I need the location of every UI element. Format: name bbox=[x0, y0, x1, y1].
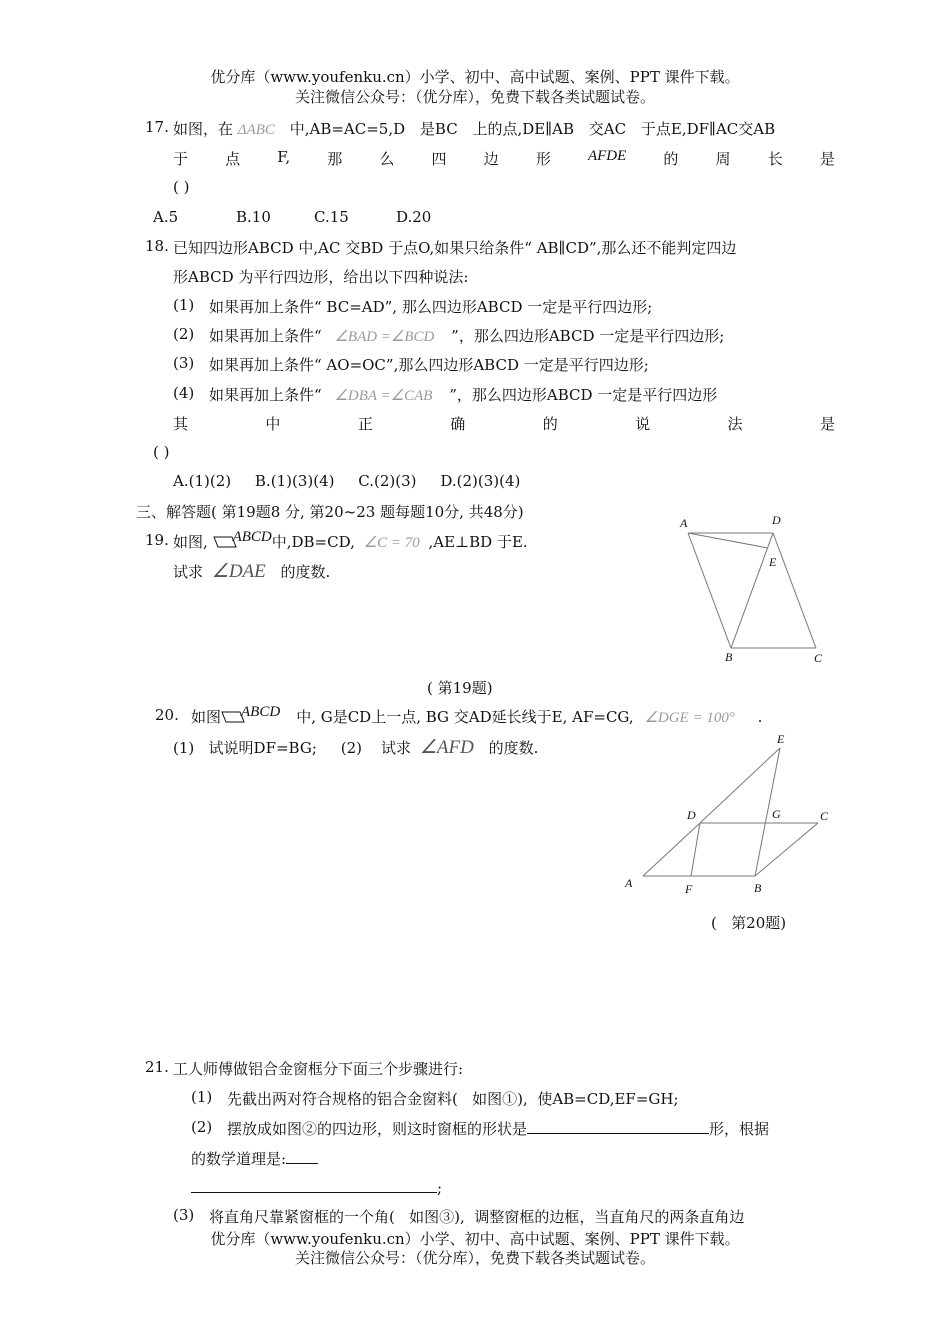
q18-item-4-text bbox=[209, 384, 717, 405]
q21-step-2-a: 摆放成如图②的四边形，则这时窗框的形状是 bbox=[227, 1120, 528, 1138]
q19-figure-lines bbox=[688, 533, 816, 648]
q19-text-b: 中,DB=CD, bbox=[271, 533, 355, 551]
q18-line-1: 已知四边形ABCD 中,AC 交BD 于点O,如果只给条件“ AB∥CD”,那么还不能判定四边 bbox=[173, 239, 737, 257]
q19-line-1 bbox=[173, 531, 528, 552]
q17-word: 点 bbox=[225, 150, 241, 168]
q20-text-c: . bbox=[757, 708, 763, 726]
q18-word: 说 bbox=[635, 415, 651, 433]
q20-l2-angle: ∠AFD bbox=[419, 737, 474, 758]
q18-word: 中 bbox=[265, 415, 281, 433]
q20-label-d: D bbox=[687, 808, 696, 822]
q19-l2-angle: ∠DAE bbox=[211, 561, 266, 582]
q17-option-a: A.5 bbox=[153, 208, 179, 226]
q17-word: 形 bbox=[535, 150, 551, 168]
q21-answer-blank-3[interactable] bbox=[191, 1177, 437, 1193]
q21-step-2-b: 形，根据 bbox=[709, 1120, 770, 1138]
q18-item-3-text: 如果再加上条件“ AO=OC”,那么四边形ABCD 一定是平行四边形; bbox=[209, 356, 649, 374]
q18-item-2-text bbox=[209, 325, 724, 346]
q18-item-4-a: 如果再加上条件“ bbox=[209, 386, 322, 404]
q18-item-4-number: (4) bbox=[173, 384, 195, 402]
q21-step-1-text: 先截出两对符合规格的铝合金窗料( 如图①), 使AB=CD,EF=GH; bbox=[227, 1090, 679, 1108]
q17-paren: ( ) bbox=[173, 178, 190, 196]
header-line-2: 关注微信公众号：（优分库），免费下载各类试题试卷。 bbox=[294, 88, 655, 106]
q17-triangle: ΔABC bbox=[237, 122, 275, 138]
q17-word: AFDE bbox=[587, 148, 627, 164]
q21-step-2-c: 的数学道理是: bbox=[191, 1150, 287, 1168]
q20-text-a: 如图 bbox=[191, 708, 222, 726]
q19-label-d: D bbox=[772, 513, 781, 527]
q19-label-c: C bbox=[814, 651, 823, 665]
q18-number: 18. bbox=[145, 237, 169, 255]
q21-step-2-d: ; bbox=[437, 1179, 443, 1197]
q17-word: 那 bbox=[327, 150, 343, 168]
q18-item-2-b: ”，那么四边形ABCD 一定是平行四边形; bbox=[451, 327, 725, 345]
q17-option-d: D.20 bbox=[396, 208, 432, 226]
q17-option-b: B.10 bbox=[236, 208, 271, 226]
q17-text-b: 中,AB=AC=5,D bbox=[289, 120, 406, 138]
q20-figure-lines bbox=[643, 748, 818, 876]
q18-word: 是 bbox=[819, 415, 835, 433]
q18-item-3-number: (3) bbox=[173, 354, 195, 372]
q20-number: 20. bbox=[155, 706, 179, 724]
footer-line-2: 关注微信公众号：（优分库），免费下载各类试题试卷。 bbox=[294, 1249, 655, 1267]
q21-step-1-number: (1) bbox=[191, 1088, 213, 1106]
q18-item-4-b: ”，那么四边形ABCD 一定是平行四边形 bbox=[449, 386, 718, 404]
q20-figure bbox=[615, 728, 835, 903]
q18-word: 法 bbox=[727, 415, 743, 433]
q20-l2-b: 的度数. bbox=[488, 739, 539, 757]
q21-line-1: 工人师傅做铝合金窗框分下面三个步骤进行: bbox=[173, 1060, 464, 1078]
q19-label-e: E bbox=[769, 555, 777, 569]
q17-word: 四 bbox=[431, 150, 447, 168]
q21-answer-blank-2[interactable] bbox=[286, 1148, 318, 1164]
q21-step-3-number: (3) bbox=[173, 1206, 195, 1224]
q21-step-2-number: (2) bbox=[191, 1118, 213, 1136]
q20-parallelogram-name: ABCD bbox=[241, 704, 281, 720]
q20-caption: ( 第20题) bbox=[711, 914, 787, 932]
q18-item-1-text: 如果再加上条件“ BC=AD”, 那么四边形ABCD 一定是平行四边形; bbox=[209, 298, 653, 316]
q17-option-c: C.15 bbox=[314, 208, 349, 226]
q18-item-2-number: (2) bbox=[173, 325, 195, 343]
q19-text-c: ,AE⊥BD 于E. bbox=[428, 533, 528, 551]
q18-word: 其 bbox=[173, 415, 189, 433]
q20-l2-a: (1) 试说明DF=BG; (2) 试求 bbox=[173, 739, 412, 757]
q18-word: 确 bbox=[450, 415, 466, 433]
q19-angle: ∠C = 70 bbox=[363, 535, 420, 551]
q17-word: 的 bbox=[663, 150, 679, 168]
q19-label-b: B bbox=[725, 650, 733, 664]
q17-text-d: 上的点,DE∥AB bbox=[472, 120, 575, 138]
q20-label-f: F bbox=[685, 882, 693, 896]
q18-item-1-number: (1) bbox=[173, 296, 195, 314]
q20-label-a: A bbox=[625, 876, 633, 890]
q18-line-7 bbox=[173, 413, 835, 434]
q17-line-1 bbox=[173, 118, 775, 139]
q20-text-b: 中, G是CD上一点, BG 交AD延长线于E, AF=CG, bbox=[296, 708, 634, 726]
q17-word: 边 bbox=[483, 150, 499, 168]
q20-angle: ∠DGE = 100° bbox=[644, 710, 735, 726]
q19-l2-a: 试求 bbox=[173, 563, 204, 581]
q20-line-1 bbox=[191, 706, 762, 727]
q18-item-2-a: 如果再加上条件“ bbox=[209, 327, 322, 345]
q17-word: 于 bbox=[173, 150, 189, 168]
q21-step-2-text bbox=[227, 1118, 769, 1139]
q21-number: 21. bbox=[145, 1058, 169, 1076]
q19-parallelogram-name: ABCD bbox=[232, 529, 272, 545]
q19-line-2 bbox=[173, 560, 330, 583]
q21-step-3-text: 将直角尺靠紧窗框的一个角( 如图③), 调整窗框的边框，当直角尺的两条直角边 bbox=[209, 1208, 745, 1226]
footer-line-1: 优分库（www.youfenku.cn）小学、初中、高中试题、案例、PPT 课件下载。 bbox=[210, 1230, 740, 1248]
q18-options: A.(1)(2) B.(1)(3)(4) C.(2)(3) D.(2)(3)(4) bbox=[173, 472, 521, 490]
q18-item-2-angle: ∠BAD =∠BCD bbox=[334, 329, 435, 345]
q19-text-a: 如图, bbox=[173, 533, 208, 551]
q17-word: 周 bbox=[715, 150, 731, 168]
q17-text-c: 是BC bbox=[419, 120, 458, 138]
q17-line-2 bbox=[173, 148, 835, 169]
q19-number: 19. bbox=[145, 531, 169, 549]
q20-label-b: B bbox=[754, 881, 762, 895]
q18-word: 的 bbox=[542, 415, 558, 433]
section-3-heading: 三、解答题( 第19题8 分, 第20~23 题每题10分, 共48分) bbox=[136, 503, 524, 521]
q17-text-a: 如图，在 bbox=[173, 120, 234, 138]
q19-figure bbox=[670, 508, 840, 668]
q17-word: 长 bbox=[767, 150, 783, 168]
q18-item-4-angle: ∠DBA =∠CAB bbox=[334, 388, 433, 404]
q20-line-2 bbox=[173, 736, 538, 759]
q18-line-2: 形ABCD 为平行四边形，给出以下四种说法: bbox=[173, 268, 469, 286]
q21-step-2-line-2 bbox=[191, 1148, 318, 1169]
q21-answer-blank-1[interactable] bbox=[527, 1118, 709, 1134]
q20-label-g: G bbox=[772, 807, 781, 821]
q18-paren: ( ) bbox=[153, 443, 170, 461]
q17-text-f: 于点E,DF∥AC交AB bbox=[640, 120, 776, 138]
q19-l2-b: 的度数. bbox=[280, 563, 331, 581]
q20-label-e: E bbox=[777, 732, 785, 746]
q17-text-e: 交AC bbox=[588, 120, 627, 138]
q21-step-2-line-3 bbox=[191, 1177, 442, 1197]
q20-label-c: C bbox=[820, 809, 829, 823]
q17-word: 是 bbox=[819, 150, 835, 168]
header-line-1: 优分库（www.youfenku.cn）小学、初中、高中试题、案例、PPT 课件下载。 bbox=[210, 68, 740, 86]
q18-word: 正 bbox=[357, 415, 373, 433]
q17-word: F, bbox=[277, 148, 291, 166]
q17-word: 么 bbox=[379, 150, 395, 168]
q19-caption: ( 第19题) bbox=[427, 679, 493, 697]
q17-number: 17. bbox=[145, 118, 169, 136]
q19-label-a: A bbox=[680, 516, 688, 530]
